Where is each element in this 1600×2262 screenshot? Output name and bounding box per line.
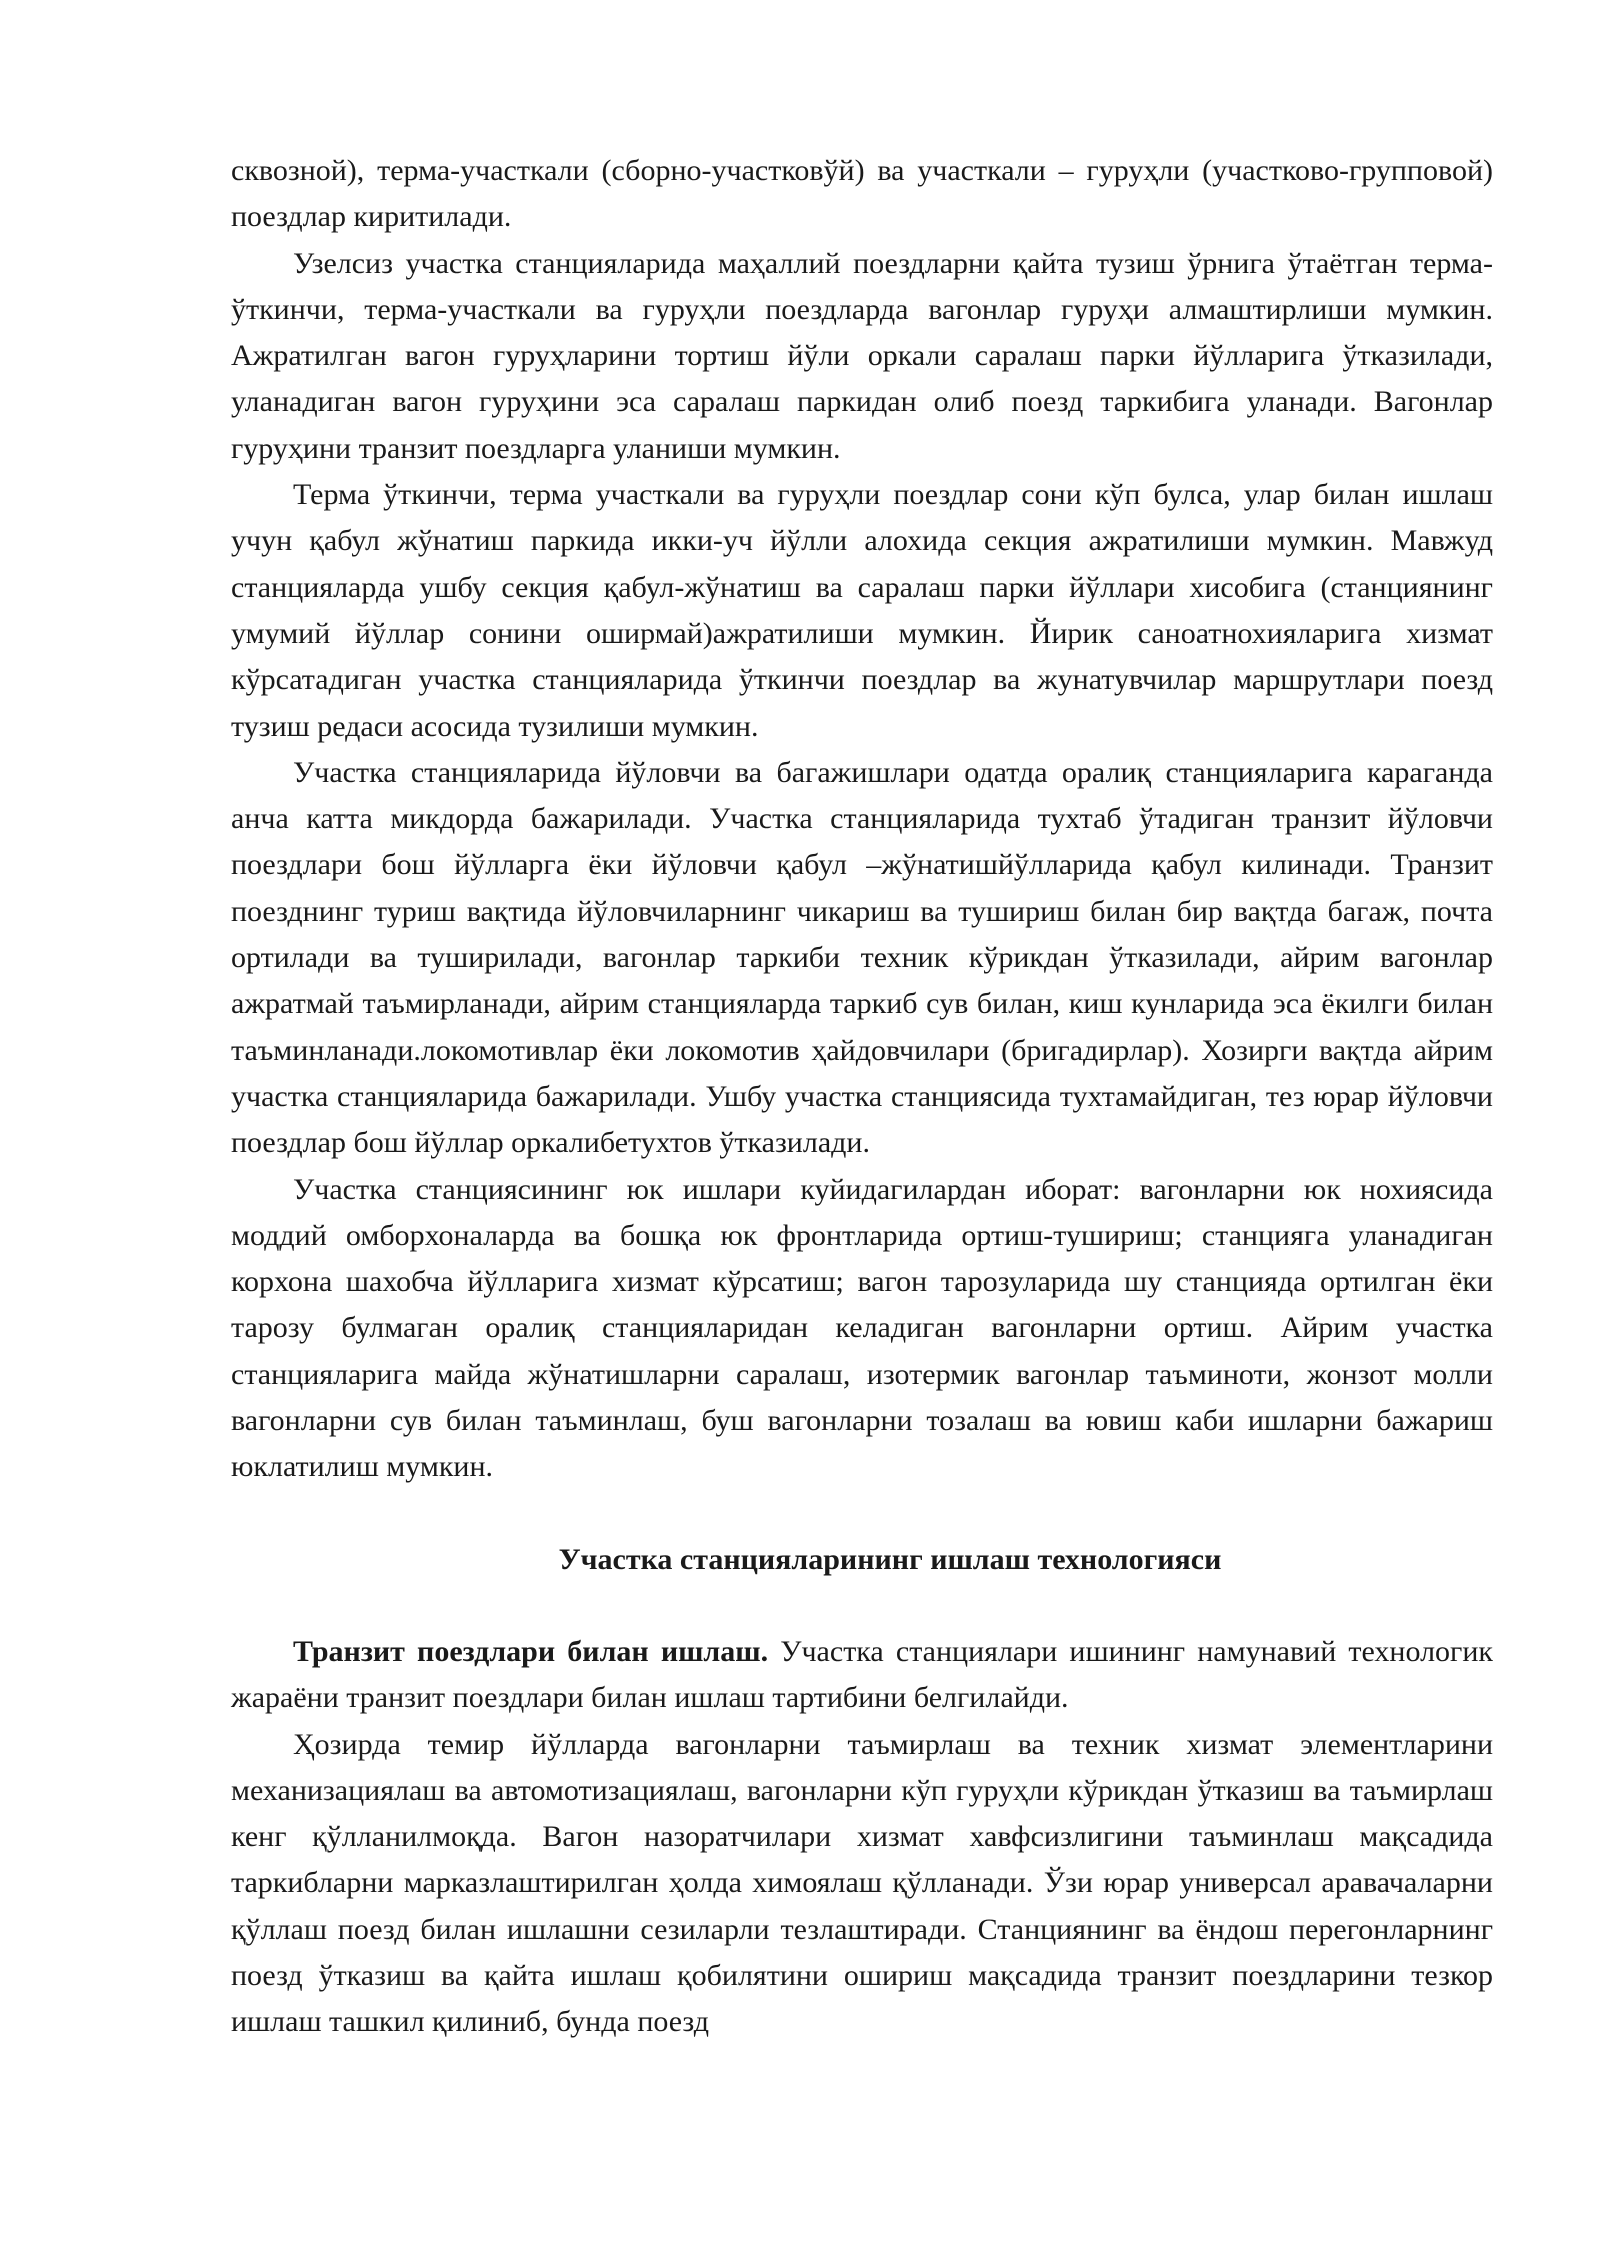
paragraph-lead-text: Участка станциялари ишининг намунавий технологик жараёни транзит поездлари билан ишлаш тартибини белгилайди. [231, 1634, 1493, 1715]
paragraph-lead-bold: Транзит поездлари билан ишлаш. [293, 1634, 769, 1668]
paragraph-2: Узелсиз участка станцияларида маҳаллий поездларни қайта тузиш ўрнига ўтаётган терма-ўткинчи, терма-участкали ва гуруҳли поездларда вагонлар гуруҳи алмаштирлиши мумкин. Ажратилган вагон гуруҳларини тортиш йўли оркали саралаш парки йўлларига ўтказилади, уланадиган вагон гуруҳини эса саралаш паркидан олиб поезд таркибига уланади. Вагонлар гуруҳини транзит поездларга уланиши мумкин. [231, 246, 1493, 465]
paragraph-3: Терма ўткинчи, терма участкали ва гуруҳли поездлар сони кўп булса, улар билан ишлаш учун қабул жўнатиш паркида икки-уч йўлли алохида секция ажратилиши мумкин. Мавжуд станцияларда ушбу секция қабул-жўнатиш ва саралаш парки йўллари хисобига (станциянинг умумий йўллар сонини оширмай)ажратилиши мумкин. Йирик саноатнохияларига хизмат кўрсатадиган участка станцияларида ўткинчи поездлар ва жунатувчилар маршрутлари поезд тузиш редаси асосида тузилиши мумкин. [231, 478, 1493, 743]
section-heading: Участка станцияларининг ишлаш технологияси [558, 1542, 1222, 1576]
paragraph-last: Ҳозирда темир йўлларда вагонларни таъмирлаш ва техник хизмат элементларини механизациялаш ва автомотизациялаш, вагонларни кўп гуруҳли кўрикдан ўтказиш ва таъмирлаш кенг қўлланилмоқда. Вагон назоратчилари хизмат хавфсизлигини таъминлаш мақсадида таркибларни марказлаштирилган ҳолда химоялаш қўлланади. Ўзи юрар универсал аравачаларни қўллаш поезд билан ишлашни сезиларли тезлаштиради. Станциянинг ва ёндош перегонларнинг поезд ўтказиш ва қайта ишлаш қобилятини ошириш мақсадида транзит поездларини тезкор ишлаш ташкил қилиниб, бунда поезд [231, 1727, 1493, 2039]
paragraph-4: Участка станцияларида йўловчи ва багажишлари одатда оралиқ станцияларига караганда анча катта микдорда бажарилади. Участка станцияларида тухтаб ўтадиган транзит йўловчи поездлари бош йўлларга ёки йўловчи қабул –жўнатишйўлларида қабул килинади. Транзит поезднинг туриш вақтида йўловчиларнинг чикариш ва тушириш билан бир вақтда багаж, почта ортилади ва туширилади, вагонлар таркиби техник кўрикдан ўтказилади, айрим вагонлар ажратмай таъмирланади, айрим станцияларда таркиб сув билан, киш кунларида эса ёкилги билан таъминланади.локомотивлар ёки локомотив ҳайдовчилари (бригадирлар). Хозирги вақтда айрим участка станцияларида бажарилади. Ушбу участка станциясида тухтамайдиган, тез юрар йўловчи поездлар бош йўллар оркалибетухтов ўтказилади. [231, 755, 1493, 1160]
paragraph-5: Участка станциясининг юк ишлари куйидагилардан иборат: вагонларни юк нохиясида моддий омборхоналарда ва бошқа юк фронтларида ортиш-тушириш; станцияга уланадиган корхона шахобча йўлларига хизмат кўрсатиш; вагон тарозуларида шу станцияда ортилган ёки тарозу булмаган оралиқ станцияларидан келадиган вагонларни ортиш. Айрим участка станцияларига майда жўнатишларни саралаш, изотермик вагонлар таъминоти, жонзот молли вагонларни сув билан таъминлаш, буш вагонларни тозалаш ва ювиш каби ишларни бажариш юклатилиш мумкин. [231, 1172, 1493, 1484]
paragraph-transit-lead [231, 1629, 1493, 1722]
document-body [231, 148, 1493, 2046]
paragraph-1: сквозной), терма-участкали (сборно-участковўй) ва участкали – гуруҳли (участково-групповой) поездлар киритилади. [231, 154, 1493, 234]
